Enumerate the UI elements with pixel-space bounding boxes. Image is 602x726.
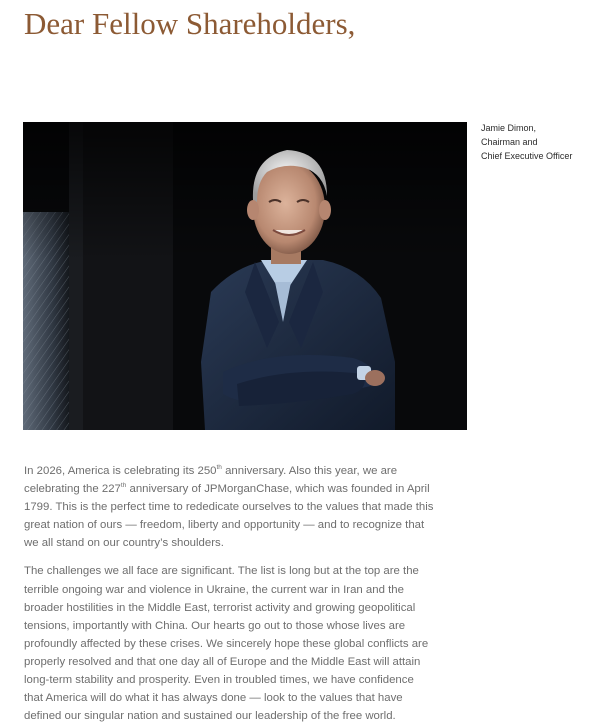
paragraph-1 (24, 462, 464, 552)
paragraph-line: great nation of ours — freedom, liberty and opportunity — and to recognize that (24, 519, 425, 532)
paragraph-line: terrible ongoing war and violence in Ukraine, the current war in Iran and the (24, 583, 404, 596)
paragraph-line: The challenges we all face are significant. The list is long but at the top are the (24, 565, 419, 578)
paragraph-line: tensions, importantly with China. Our hearts go out to those whose lives are (24, 619, 406, 632)
paragraph-line: broader hostilities in the Middle East, terrorist activity and growing geopolitical (24, 601, 416, 614)
paragraph-line: long-term stability and prosperity. Even in troubled times, we have confidence (24, 674, 414, 687)
paragraph-line: In 2026, America is celebrating its 250th anniversary. Also this year, we are (24, 464, 398, 477)
ordinal-suffix: th (120, 482, 127, 490)
paragraph-line: defined our singular nation and sustained our leadership of the free world. (24, 710, 396, 723)
caption-name: Jamie Dimon, (481, 123, 537, 133)
paragraph-line: 1799. This is the perfect time to rededicate ourselves to the values that made this (24, 501, 434, 514)
chairman-portrait-photo (23, 122, 467, 430)
caption-title-line-1: Chairman and (481, 137, 538, 147)
ordinal-suffix: th (216, 464, 222, 472)
caption-title-line-2: Chief Executive Officer (481, 151, 573, 161)
photo-caption (481, 121, 599, 163)
paragraph-line: celebrating the 227th anniversary of JPMorganChase, which was founded in April (24, 482, 430, 496)
paragraph-2 (24, 562, 464, 725)
letter-body (24, 462, 464, 725)
paragraph-line: that America will do what it has always done — look to the values that have (24, 692, 403, 705)
letter-greeting: Dear Fellow Shareholders, (24, 6, 356, 41)
paragraph-line: we all stand on our country’s shoulders. (24, 537, 224, 550)
paragraph-line: properly resolved and that one day all of Europe and the Middle East will attain (24, 655, 421, 668)
paragraph-line: profoundly affected by these crises. We sincerely hope these global conflicts are (24, 637, 429, 650)
